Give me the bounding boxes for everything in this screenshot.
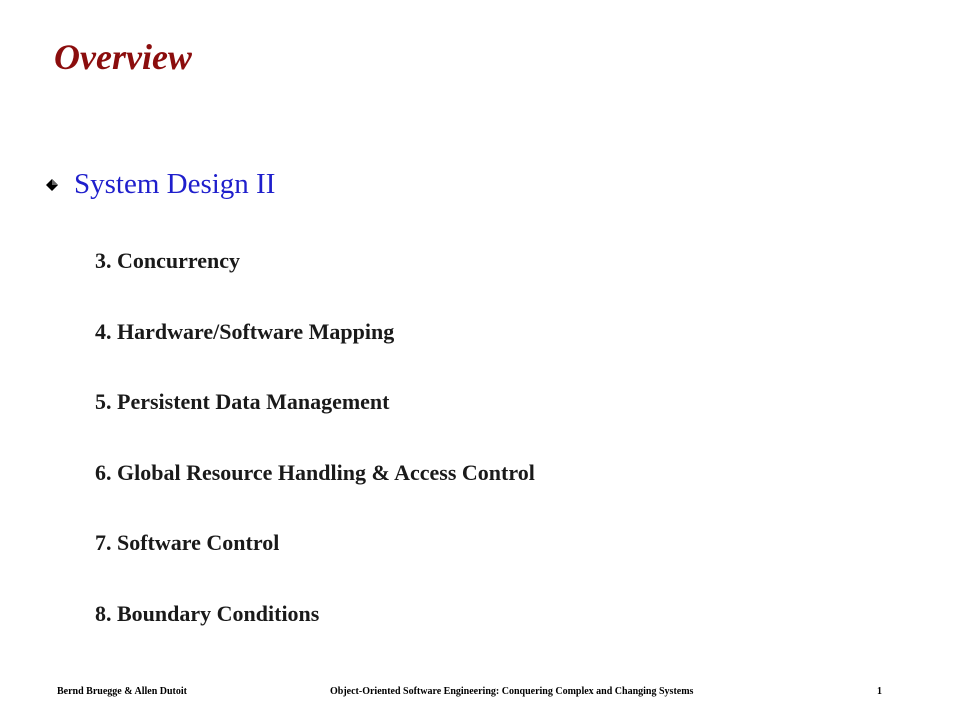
list-item: 7. Software Control [95,530,280,555]
diamond-bullet-icon [46,179,58,191]
page-number: 1 [877,686,882,697]
main-bullet-text: System Design II [74,168,276,200]
slide-title: Overview [54,37,192,77]
footer-authors: Bernd Bruegge & Allen Dutoit [57,686,187,697]
list-item: 6. Global Resource Handling & Access Control [95,459,535,485]
list-item: 3. Concurrency [95,248,241,273]
footer-book-title: Object-Oriented Software Engineering: Conquering Complex and Changing Systems [330,686,694,697]
list-item: 8. Boundary Conditions [95,600,320,626]
list-item: 5. Persistent Data Management [95,389,390,414]
list-item: 4. Hardware/Software Mapping [95,318,395,344]
topic-list [95,246,535,669]
main-bullet [46,170,275,199]
